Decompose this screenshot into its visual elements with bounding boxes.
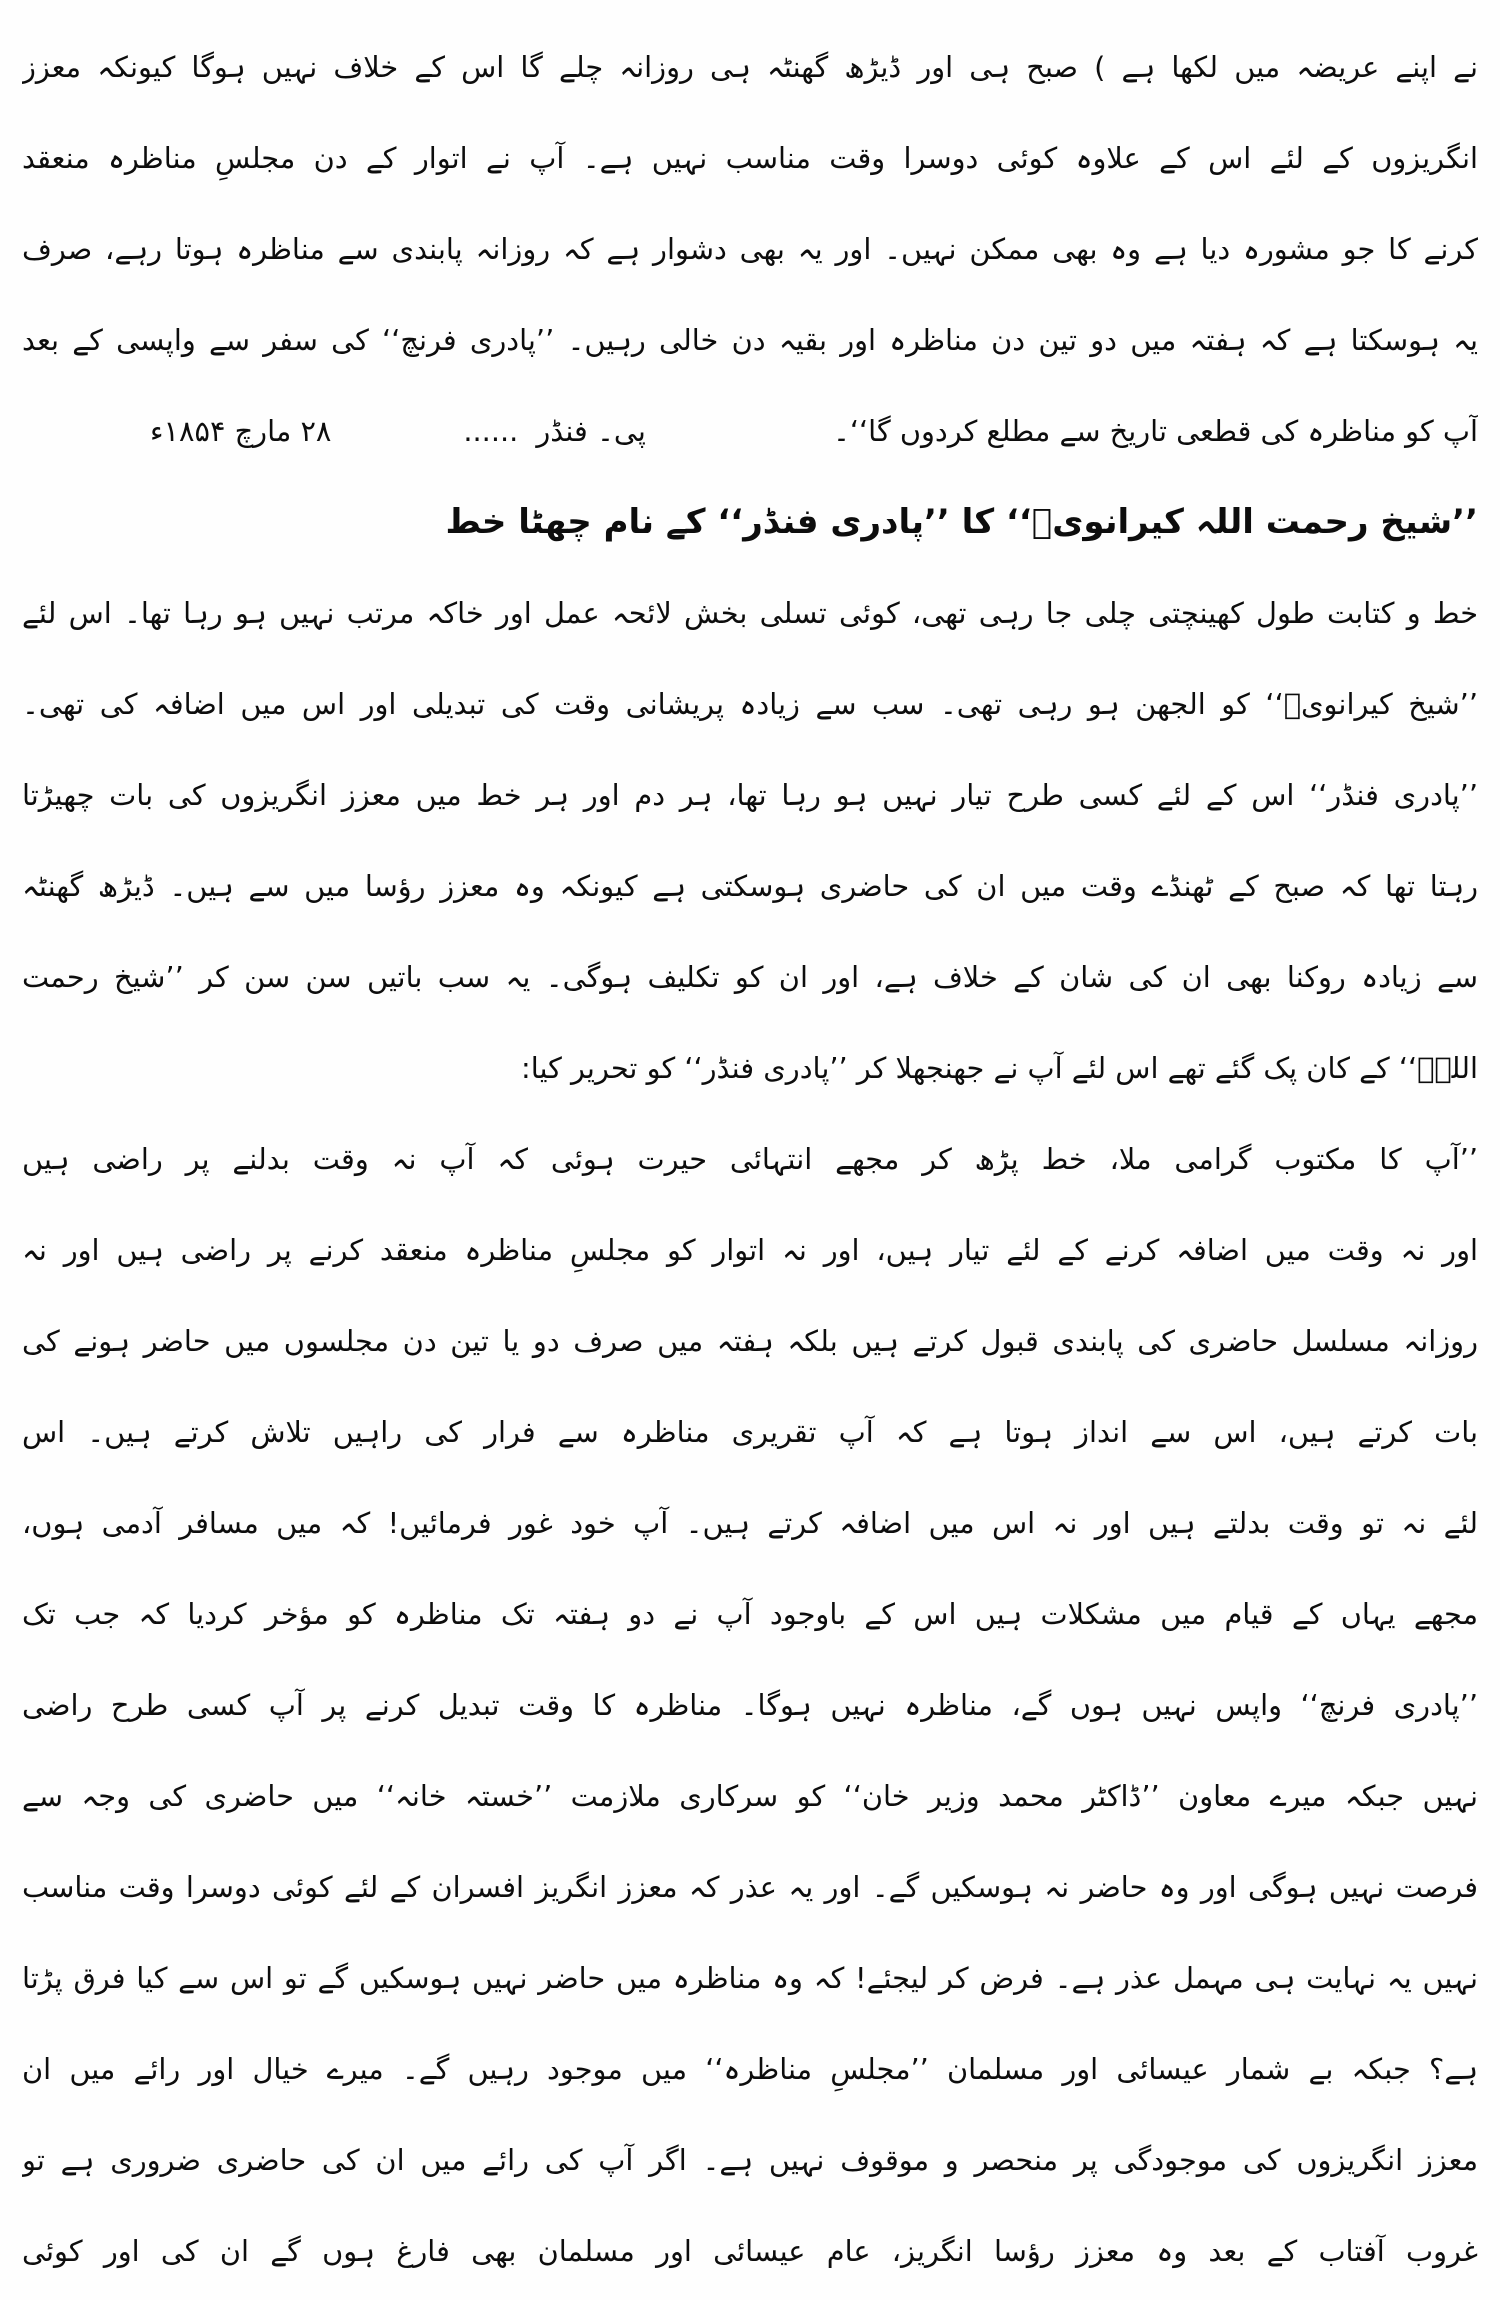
text-line — [22, 204, 1478, 295]
letter-paragraph — [22, 22, 1478, 477]
closing-line — [22, 386, 1478, 477]
text-line — [22, 568, 1478, 659]
line-text: کرنے کا جو مشورہ دیا ہے وہ بھی ممکن نہیں۔ اور یہ بھی دشوار ہے کہ روزانہ پابندی سے مناظرہ ہوتا رہے، صرف — [22, 232, 1478, 266]
line-text: بات کرتے ہیں، اس سے انداز ہوتا ہے کہ آپ تقریری مناظرہ سے فرار کی راہیں تلاش کرتے ہیں۔ اس — [22, 1415, 1478, 1449]
line-text: ہے؟ جبکہ بے شمار عیسائی اور مسلمان ’’مجلسِ مناظرہ‘‘ میں موجود رہیں گے۔ میرے خیال اور رائے میں ان — [22, 2052, 1478, 2086]
line-text: نے اپنے عریضہ میں لکھا ہے ) صبح ہی اور ڈیڑھ گھنٹہ ہی روزانہ چلے گا اس کے خلاف نہیں ہوگا کیونکہ معزز — [22, 50, 1478, 84]
line-text: معزز انگریزوں کی موجودگی پر منحصر و موقوف نہیں ہے۔ اگر آپ کی رائے میں ان کی حاضری ضروری ہے تو — [22, 2143, 1478, 2177]
line-text: غروب آفتاب کے بعد وہ معزز رؤسا انگریز، عام عیسائی اور مسلمان بھی فارغ ہوں گے ان کی اور کوئی — [22, 2234, 1478, 2268]
text-line — [22, 113, 1478, 204]
quoted-letter-paragraph — [22, 1114, 1478, 2297]
line-text: نہیں یہ نہایت ہی مہمل عذر ہے۔ فرض کر لیجئے! کہ وہ مناظرہ میں حاضر نہیں ہوسکیں گے تو اس سے کیا فرق پڑتا — [22, 1961, 1478, 1995]
line-text: سے زیادہ روکنا بھی ان کی شان کے خلاف ہے، اور ان کو تکلیف ہوگی۔ یہ سب باتیں سن سن کر ’’شیخ رحمت — [22, 960, 1478, 994]
text-line — [22, 1205, 1478, 1296]
text-line — [22, 295, 1478, 386]
text-line — [22, 1114, 1478, 1205]
text-line — [22, 2024, 1478, 2115]
line-text: یہ ہوسکتا ہے کہ ہفتہ میں دو تین دن مناظرہ اور بقیہ دن خالی رہیں۔ ’’پادری فرنچ‘‘ کی سفر سے واپسی کے بعد — [22, 323, 1478, 357]
signature-block — [150, 386, 646, 477]
line-text: ’’پادری فنڈر‘‘ اس کے لئے کسی طرح تیار نہیں ہو رہا تھا، ہر دم اور ہر خط میں معزز انگریزوں کی بات چھیڑتا — [22, 778, 1478, 812]
text-line — [22, 841, 1478, 932]
text-line — [22, 1933, 1478, 2024]
text-line — [22, 1569, 1478, 1660]
text-line — [22, 1387, 1478, 1478]
line-text: لئے نہ تو وقت بدلتے ہیں اور نہ اس میں اضافہ کرتے ہیں۔ آپ خود غور فرمائیں! کہ میں مسافر آدمی ہوں، — [22, 1506, 1478, 1540]
line-text: خط و کتابت طول کھینچتی چلی جا رہی تھی، کوئی تسلی بخش لائحہ عمل اور خاکہ مرتب نہیں ہو رہا تھا۔ اس لئے — [22, 596, 1478, 630]
text-line — [22, 22, 1478, 113]
text-line — [22, 1660, 1478, 1751]
text-line — [22, 1023, 1478, 1114]
text-line — [22, 1751, 1478, 1842]
line-text: فرصت نہیں ہوگی اور وہ حاضر نہ ہوسکیں گے۔ اور یہ عذر کہ معزز انگریز افسران کے لئے کوئی دوسرا وقت مناسب — [22, 1870, 1478, 1904]
line-text: اور نہ وقت میں اضافہ کرنے کے لئے تیار ہیں، اور نہ اتوار کو مجلسِ مناظرہ منعقد کرنے پر راضی ہیں اور نہ — [22, 1233, 1478, 1267]
heading-text: ’’شیخ رحمت اللہ کیرانویؒ‘‘ کا ’’پادری فنڈر‘‘ کے نام چھٹا خط — [445, 502, 1478, 542]
line-text: انگریزوں کے لئے اس کے علاوہ کوئی دوسرا وقت مناسب نہیں ہے۔ آپ نے اتوار کے دن مجلسِ مناظرہ منعقد — [22, 141, 1478, 175]
text-line — [22, 2206, 1478, 2297]
line-text: روزانہ مسلسل حاضری کی پابندی قبول کرتے ہیں بلکہ ہفتہ میں صرف دو یا تین دن مجلسوں میں حاضر ہونے کی — [22, 1324, 1478, 1358]
text-line — [22, 750, 1478, 841]
leader-dots: ...... — [463, 414, 519, 448]
closing-text: آپ کو مناظرہ کی قطعی تاریخ سے مطلع کردوں گا‘‘۔ — [833, 414, 1478, 448]
line-text: ’’آپ کا مکتوب گرامی ملا، خط پڑھ کر مجھے انتہائی حیرت ہوئی کہ آپ نہ وقت بدلنے پر راضی ہیں — [22, 1142, 1478, 1176]
line-text: رہتا تھا کہ صبح کے ٹھنڈے وقت میں ان کی حاضری ہوسکتی ہے کیونکہ وہ معزز رؤسا میں سے ہیں۔ ڈیڑھ گھنٹہ — [22, 869, 1478, 903]
narrative-paragraph — [22, 568, 1478, 1114]
line-text: مجھے یہاں کے قیام میں مشکلات ہیں اس کے باوجود آپ نے دو ہفتہ تک مناظرہ کو مؤخر کردیا کہ جب تک — [22, 1597, 1478, 1631]
letter-date: ۲۸ مارچ ۱۸۵۴ء — [150, 414, 332, 448]
page-text — [22, 22, 1478, 2297]
text-line — [22, 1842, 1478, 1933]
line-text: نہیں جبکہ میرے معاون ’’ڈاکٹر محمد وزیر خان‘‘ کو سرکاری ملازمت ’’خستہ خانہ‘‘ میں حاضری کی وجہ سے — [22, 1779, 1478, 1813]
text-line — [22, 1296, 1478, 1387]
text-line — [22, 2115, 1478, 2206]
section-heading — [22, 477, 1478, 568]
text-line — [22, 1478, 1478, 1569]
line-text: اللہؒ‘‘ کے کان پک گئے تھے اس لئے آپ نے جھنجھلا کر ’’پادری فنڈر‘‘ کو تحریر کیا: — [521, 1051, 1478, 1085]
text-line — [22, 932, 1478, 1023]
line-text: ’’پادری فرنچ‘‘ واپس نہیں ہوں گے، مناظرہ نہیں ہوگا۔ مناظرہ کا وقت تبدیل کرنے پر آپ کسی طرح راضی — [22, 1688, 1478, 1722]
line-text: ’’شیخ کیرانویؒ‘‘ کو الجھن ہو رہی تھی۔ سب سے زیادہ پریشانی وقت کی تبدیلی اور اس میں اضافہ کی تھی۔ — [22, 687, 1478, 721]
text-line — [22, 659, 1478, 750]
signature: پی۔ فنڈر — [536, 414, 646, 448]
